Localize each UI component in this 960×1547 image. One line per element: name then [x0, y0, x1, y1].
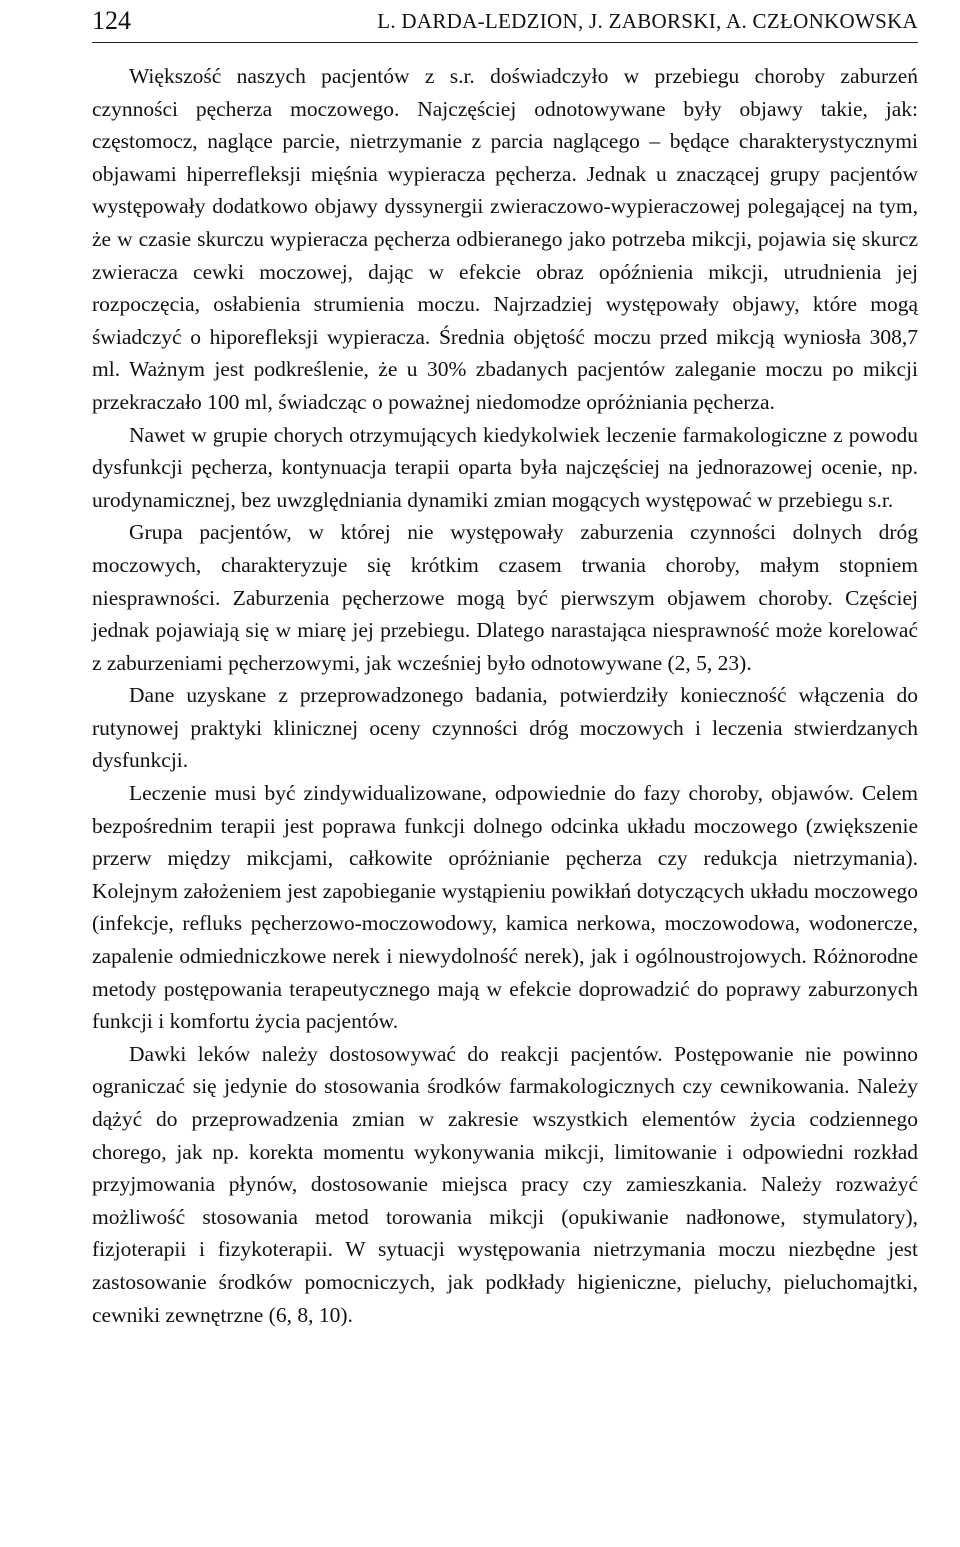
paragraph: Dawki leków należy dostosowywać do reakcji pacjentów. Postępowanie nie powinno ograniczać się jedynie do stosowania środków farmakologicznych czy cewnikowania. Należy dążyć do przeprowadzenia zmian w zakresie wszystkich elementów życia codziennego chorego, jak np. korekta momentu wykonywania mikcji, limitowanie i odpowiedni rozkład przyjmowania płynów, dostosowanie miejsca pracy czy zamieszkania. Należy rozważyć możliwość stosowania metod torowania mikcji (opukiwanie nadłonowe, stymulatory), fizjoterapii i fizykoterapii. W sytuacji występowania nietrzymania moczu niezbędne jest zastosowanie środków pomocniczych, jak podkłady higieniczne, pieluchy, pieluchomajtki, cewniki zewnętrzne (6, 8, 10). [92, 1041, 918, 1327]
page-header [92, 2, 918, 43]
running-head-authors: L. DARDA-LEDZION, J. ZABORSKI, A. CZŁONKOWSKA [377, 9, 918, 33]
paragraph: Większość naszych pacjentów z s.r. doświadczyło w przebiegu choroby zaburzeń czynności pęcherza moczowego. Najczęściej odnotowywane były objawy takie, jak: częstomocz, naglące parcie, nietrzymanie z parcia naglącego – będące charakterystycznymi objawami hiperrefleksji mięśnia wypieracza pęcherza. Jednak u znaczącej grupy pacjentów występowały dodatkowo objawy dyssynergii zwieraczowo-wypieraczowej polegającej na tym, że w czasie skurczu wypieracza pęcherza odbieranego jako potrzeba mikcji, pojawia się skurcz zwieracza cewki moczowej, dając w efekcie obraz opóźnienia mikcji, utrudnienia jej rozpoczęcia, osłabienia strumienia moczu. Najrzadziej występowały objawy, które mogą świadczyć o hiporefleksji wypieracza. Średnia objętość moczu przed mikcją wyniosła 308,7 ml. Ważnym jest podkreślenie, że u 30% zbadanych pacjentów zaleganie moczu po mikcji przekraczało 100 ml, świadcząc o poważnej niedomodze opróżniania pęcherza. [92, 64, 918, 414]
paragraph: Leczenie musi być zindywidualizowane, odpowiednie do fazy choroby, objawów. Celem bezpośrednim terapii jest poprawa funkcji dolnego odcinka układu moczowego (zwiększenie przerw między mikcjami, całkowite opróżnianie pęcherza czy redukcja nietrzymania). Kolejnym założeniem jest zapobieganie wystąpieniu powikłań dotyczących układu moczowego (infekcje, refluks pęcherzowo-moczowodowy, kamica nerkowa, moczowodowa, wodonercze, zapalenie odmiedniczkowe nerek i niewydolność nerek), jak i ogólnoustrojowych. Różnorodne metody postępowania terapeutycznego mają w efekcie doprowadzić do poprawy zaburzonych funkcji i komfortu życia pacjentów. [92, 781, 918, 1034]
paragraph: Dane uzyskane z przeprowadzonego badania, potwierdziły konieczność włączenia do rutynowej praktyki klinicznej oceny czynności dróg moczowych i leczenia stwierdzanych dysfunkcji. [92, 683, 918, 773]
body-text [92, 60, 918, 1331]
paragraph: Nawet w grupie chorych otrzymujących kiedykolwiek leczenie farmakologiczne z powodu dysfunkcji pęcherza, kontynuacja terapii oparta była najczęściej na jednorazowej ocenie, np. urodynamicznej, bez uwzględniania dynamiki zmian mogących występować w przebiegu s.r. [92, 422, 918, 512]
page-number: 124 [92, 6, 131, 35]
paragraph: Grupa pacjentów, w której nie występowały zaburzenia czynności dolnych dróg moczowych, charakteryzuje się krótkim czasem trwania choroby, małym stopniem niesprawności. Zaburzenia pęcherzowe mogą być pierwszym objawem choroby. Częściej jednak pojawiają się w miarę jej przebiegu. Dlatego narastająca niesprawność może korelować z zaburzeniami pęcherzowymi, jak wcześniej było odnotowywane (2, 5, 23). [92, 520, 918, 675]
